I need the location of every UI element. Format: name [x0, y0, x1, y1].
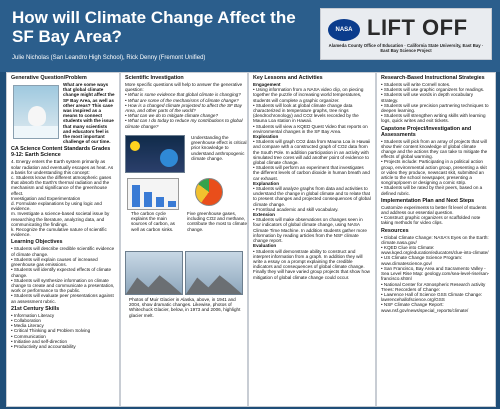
gas-bar-2 — [144, 192, 152, 207]
standards-text: 4. Energy enters the Earth system primarily as solar radiation and eventually escapes as heat. As a basis for understanding this concept: c. Students know the different atmospheric gases that absorb the Earth's thermal radiation and the mechanism and significance of the greenhouse effect. Investigation and Experimentation d. Formulate explanations by using logic and evidence. m. Investigate a science-based societal issue by researching the literature, analyzing data, and communicating the findings. k. Recognize the cumulative nature of scientific evidence. — [11, 159, 114, 238]
engagement-text: • Using information from a NASA video clip, on piecing together the puzzle of increasing world temperatures, students will complete a graphic organizer. • Students will look at global climate change data characterized in temperature graphs, tree rings (dendrochronology) and CO2 levels recorded by the Mauna Loa station in Hawaii. • Students will view a KQED Quest Video that reports on environmental changes in the SF Bay Area. — [253, 87, 368, 134]
glacier-photo-2004 — [185, 251, 243, 295]
polar-bear-photo — [13, 85, 59, 139]
polar-bear-icon — [28, 106, 46, 126]
scientific-investigation-heading: Scientific Investigation — [125, 75, 184, 81]
learning-objectives-heading: Learning Objectives — [11, 239, 63, 246]
strategies-heading: Research-Based Instructional Strategies — [381, 75, 485, 81]
sun-icon — [130, 141, 140, 151]
implementation-text: Customize experiments to better fit level of students and address our essential question. • Construct graphic organizers or scaffolded note taking methods for video clips. — [381, 204, 487, 226]
mountain-shape — [126, 272, 182, 294]
exploration-text: • Students will graph CO2 data from Mauna Loa in Hawaii and compare with a constructed graph of CO2 data from the South Pole. In addition participation in an activity with simulated tree cores will add another point of evidence to global climate change. • Students will perform an experiment that investigates the different levels of carbon dioxide in human breath and car exhaust. — [253, 139, 371, 181]
poster-header — [0, 0, 500, 72]
liftoff-logo-panel — [320, 8, 492, 60]
capstone-text: • Students will pick from an array of projects that will show their content knowledge of global climate change and the actions they can take to mitigate the effects of global warming. • Projects include: Participating in a political action group, environmental action group, presenting a skit or video they produce, newscast skit, submitted an article to the school newspaper, presenting a song/rap/poem or designing a comic strip. • Students will be rated by their peers, based on a defined rubric. — [381, 138, 488, 196]
ice-floe — [14, 126, 58, 138]
poster-title: How will Climate Change Affect the SF Bay Area? — [12, 8, 296, 46]
column-1 — [6, 72, 120, 407]
gas-bar-1 — [132, 185, 140, 207]
evaluation-text: • Students will demonstrate ability to construct and interpret information from a graph. In addition they will write a essay on a prompt explaining the credible indicators and consequences of global climate change. Finally they will have varied group projects that show how mitigation of global climate change could occur. — [253, 248, 372, 280]
greenhouse-diagram — [125, 135, 185, 173]
column-4 — [376, 72, 496, 407]
strategies-text: • Students will write Cornell notes. • Students will use graphic organizers for readings. • Students will use words in depth vocabulary strategy. • Students will use precision partnering techniques to deepen learning. • Students will strengthen writing skills with learning logs, quick writes and exit tickets. — [381, 82, 489, 124]
investigation-questions: • What is some evidence that global climate is changing? • What are some of the mechanisms of climate change? • How is a changed climate projected to affect the SF Bay Area, and other parts of the world? • What can we do to mitigate climate change? • What can I do today to reduce my contributions to global climate change? — [125, 92, 243, 129]
logo-subtitle: Alameda County Office of Education · California State University, East Bay · East Bay Science Project — [328, 43, 484, 53]
glacier-caption: Photos of Muir Glacier in Alaska, above, in 1941 and 2004, show dramatic changes. Likewise, photos of Whitechuck Glacier, below, in 1973 and 2006, highlight glacier melt. — [129, 297, 242, 318]
greenhouse-gases-caption: Five greenhouse gases, including CO2 and methane, contribute the most to climate change. — [187, 211, 248, 232]
mountain-shape — [186, 272, 242, 294]
capstone-heading: Capstone Project/Investigation and Assessments — [381, 125, 472, 138]
explanation-heading: Explanation — [253, 180, 280, 186]
exploration-heading: Exploration — [253, 134, 279, 140]
standards-heading: CA Science Content Standards Grades 9-12: Earth Science — [11, 146, 111, 159]
earth-icon — [160, 149, 178, 167]
authors-line: Julie Nicholas (San Leandro High School), Rick Denny (Fremont Unified) — [12, 55, 206, 61]
greenhouse-gases-chart — [127, 178, 179, 210]
gas-bar-3 — [156, 197, 164, 207]
resources-text: • Global Climate Change: NASA's Eyes on the Earth: climate.nasa.gov/ • KQED Clue into Climate: www.kqed.org/education/educators/clue-into-climate/ • US Climate Change Science Program: www.climatescience.gov/ • San Francisco, Bay Area and Sacramento Valley - Sea Level Rise Map: geology.com/sea-level-rise/san-francisco.shtml • National Center for Atmospheric Research activity Trees: Recorders of Change: • Lawrence Hall of Science GSS Climate Change: lawrencehallofscience.org/GSS • NSF Climate Change Report: www.nsf.gov/news/special_reports/climate/ — [381, 234, 490, 313]
gas-bar-4 — [168, 201, 176, 207]
skills-text: • Information Literacy • Collaboration • Media Literacy • Critical Thinking and Problem Solving • Communication • Initiative and self-direction • Productivity and accountability — [11, 312, 91, 349]
investigation-intro: More specific questions will help to answer the generative question: — [125, 82, 244, 93]
explanation-text: • Students will analyze graphs from data and activities to understand the change in global climate and to relate that to present changes and projected consequences of global climate change. • Frontload academic and skill vocabulary. — [253, 186, 371, 212]
glacier-photo-1941 — [125, 251, 183, 295]
liftoff-logo-text: LIFT OFF — [367, 15, 468, 40]
evaluation-heading: Evaluation — [253, 243, 277, 249]
key-lessons-heading: Key Lessons and Activities — [253, 75, 323, 81]
generative-question-heading: Generative Question/Problem — [11, 75, 87, 81]
carbon-cycle-diagram — [195, 178, 223, 206]
greenhouse-caption: Understanding the greenhouse effect is critical prior knowledge to understand anthropogenic climate change. — [191, 135, 247, 161]
implementation-heading: Implementation Plan and Next Steps — [381, 197, 475, 204]
engagement-heading: Engagement — [253, 82, 281, 87]
column-3 — [248, 72, 376, 407]
resources-heading: Resources — [381, 227, 409, 234]
carbon-cycle-caption: The carbon cycle explains the main sources of carbon, as well as carbon sinks. — [131, 211, 177, 232]
skills-heading: 21st Century Skills — [11, 305, 60, 312]
extension-text: • Students will make observations on changes seen in four indicators of global climate change, using NASA Climate Time Machine. In addition students gather more information by reading articles from the NSF climate change report. — [253, 217, 369, 244]
learning-objectives-text: • Students will describe credible scientific evidence of climate change. • Students will explain causes of increased greenhouse gas emissions. • Students will identify expected effects of climate change. • Students will synthesize information on climate change to create and communicate a presentation, work or performance to the public. • Students will evaluate peer presentations against an assessment rubric. — [11, 246, 115, 304]
nasa-logo: NASA — [328, 19, 360, 41]
extension-heading: Extension — [253, 212, 275, 218]
column-2 — [120, 72, 248, 407]
generative-question-text: What are some ways that global climate change might affect the SF Bay Area, as well as other areas? This case was inspired as a means to connect students with the issue that many scientists and educators feel is the most important challenge of our time. — [63, 82, 115, 145]
